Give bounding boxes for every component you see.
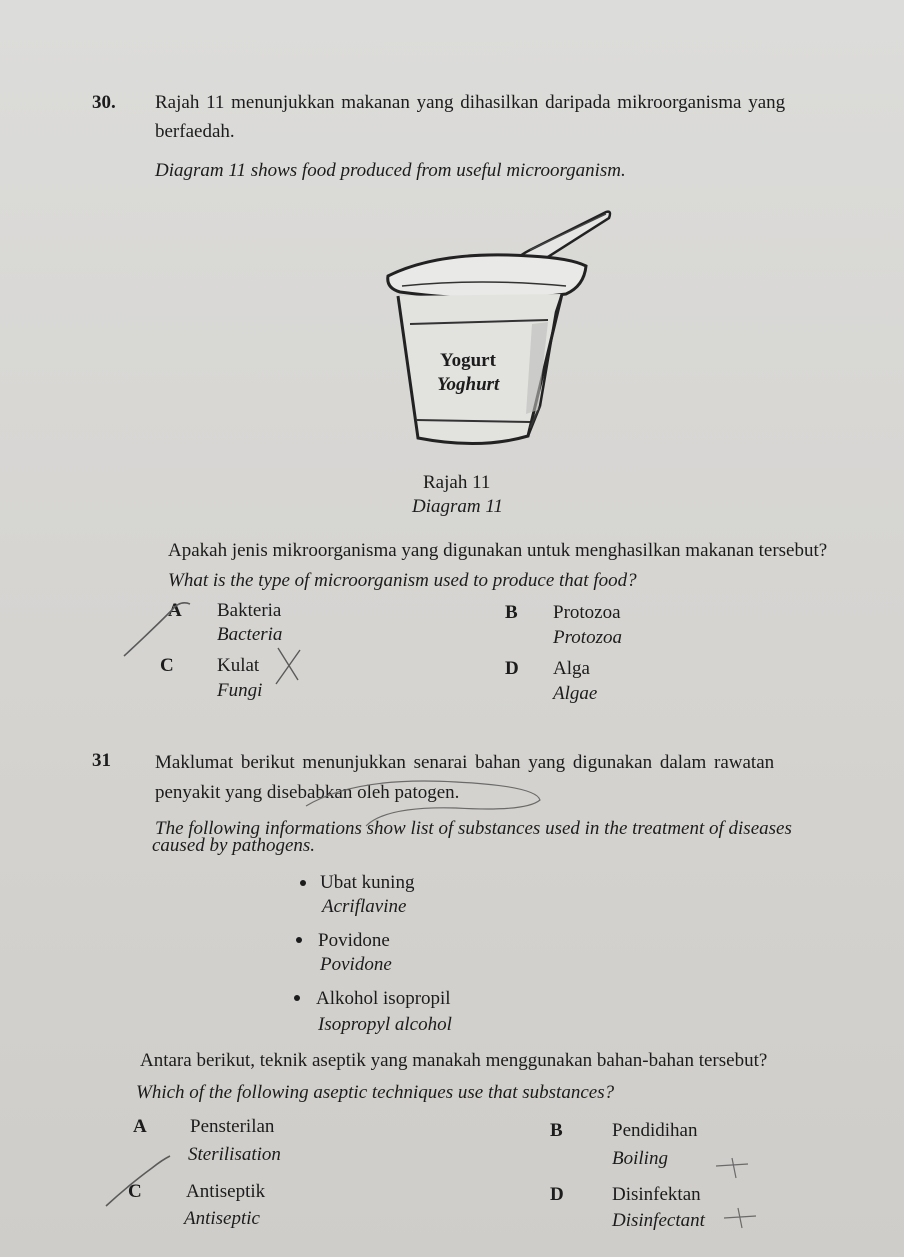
q30-number: 30.	[92, 92, 116, 113]
option-text-english: Boiling	[612, 1148, 668, 1169]
option-letter: B	[505, 602, 518, 623]
q31-number: 31	[92, 750, 111, 771]
option-text-english: Bacteria	[217, 624, 283, 645]
q31-stem-line1: Maklumat berikut menunjukkan senarai bahan yang digunakan dalam rawatan	[155, 752, 775, 773]
q30-stem-line2: berfaedah.	[155, 121, 235, 142]
q30-stem-english: Diagram 11 shows food produced from useful microorganism.	[155, 160, 626, 181]
q31-stem-english-line2: caused by pathogens.	[152, 835, 316, 856]
option-text-english: Fungi	[217, 680, 263, 701]
option-letter: A	[168, 600, 182, 621]
q31-stem-english-line1: The following informations show list of substances used in the treatment of diseases	[155, 818, 792, 839]
diagram-caption-english: Diagram 11	[412, 496, 503, 517]
option-text: Protozoa	[553, 602, 621, 623]
item-text-english: Isopropyl alcohol	[318, 1014, 452, 1035]
option-letter: A	[133, 1116, 147, 1137]
option-text: Disinfektan	[612, 1184, 701, 1205]
option-text-english: Sterilisation	[188, 1144, 281, 1165]
option-text-english: Algae	[553, 683, 598, 704]
q30-stem-line1: Rajah 11 menunjukkan makanan yang dihasilkan daripada mikroorganisma yang	[155, 92, 786, 113]
option-text: Kulat	[217, 655, 260, 676]
option-text: Bakteria	[217, 600, 282, 621]
option-text: Pendidihan	[612, 1120, 698, 1141]
item-text-english: Povidone	[320, 954, 392, 975]
q31-stem-line2: penyakit yang disebabkan oleh patogen.	[155, 782, 460, 803]
q31-question-english: Which of the following aseptic techniques use that substances?	[136, 1082, 615, 1103]
yoghurt-label: Yoghurt	[437, 374, 500, 395]
pencil-answer-mark	[96, 1150, 776, 1230]
q30-question: Apakah jenis mikroorganisma yang digunakan untuk menghasilkan makanan tersebut?	[168, 540, 828, 561]
yogurt-label: Yogurt	[440, 350, 496, 371]
diagram-caption: Rajah 11	[423, 472, 491, 493]
option-letter: B	[550, 1120, 563, 1141]
yogurt-cup-illustration	[380, 200, 620, 455]
option-text: Alga	[553, 658, 590, 679]
bullet-icon	[296, 937, 302, 943]
item-text: Povidone	[318, 930, 390, 951]
item-text: Ubat kuning	[320, 872, 415, 893]
option-text-english: Disinfectant	[612, 1210, 705, 1231]
option-text: Pensterilan	[190, 1116, 275, 1137]
option-letter: D	[505, 658, 519, 679]
q30-question-english: What is the type of microorganism used to produce that food?	[168, 570, 637, 591]
option-letter: C	[160, 655, 174, 676]
q31-question: Antara berikut, teknik aseptik yang manakah menggunakan bahan-bahan tersebut?	[140, 1050, 768, 1071]
option-text-english: Antiseptic	[184, 1208, 260, 1229]
item-text: Alkohol isopropil	[316, 988, 451, 1009]
bullet-icon	[294, 995, 300, 1001]
bullet-icon	[300, 880, 306, 886]
item-text-english: Acriflavine	[322, 896, 407, 917]
option-text-english: Protozoa	[553, 627, 622, 648]
option-letter: D	[550, 1184, 564, 1205]
pencil-circle-mark	[296, 772, 556, 842]
pencil-answer-mark	[110, 588, 310, 698]
option-letter: C	[128, 1181, 142, 1202]
option-text: Antiseptik	[186, 1181, 266, 1202]
